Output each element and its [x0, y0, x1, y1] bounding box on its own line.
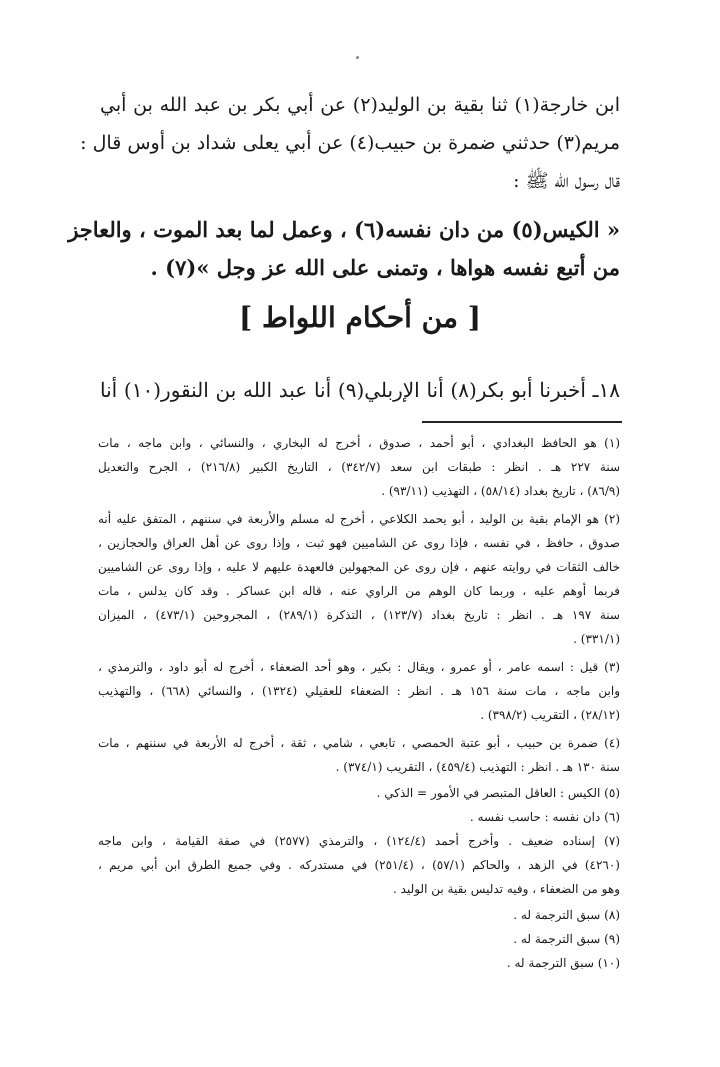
entry-18-line: ١٨ـ أخبرنا أبو بكر(٨) أنا الإربلي(٩) أنا عبد الله بن النقور(١٠) أنا	[100, 378, 621, 402]
narration-line-2: مريم(٣) حدثني ضمرة بن حبيب(٤) عن أبي يعلى شداد بن أوس قال :	[80, 132, 620, 154]
section-heading: [ من أحكام اللواط ]	[239, 301, 481, 334]
footnote-line: فربما أوهم عليه ، وربما كان الوهم من الراوي عنه ، قاله ابن عساكر . وقد كان يدلس ، مات	[98, 584, 620, 598]
footnote-line: (٦) دان نفسه : حاسب نفسه .	[469, 810, 620, 824]
footnote-line: وهو من الضعفاء ، وفيه تدليس بقية بن الوليد .	[393, 882, 620, 896]
footnote-line: (١٠) سبق الترجمة له .	[506, 956, 620, 970]
footnote-line: (٣) قيل : اسمه عامر ، أو عمرو ، ويقال : بكير ، وهو أحد الضعفاء ، أخرج له أبو داود ، والترمذي ،	[98, 660, 620, 674]
footnote-line: (٤) ضمرة بن حبيب ، أبو عتبة الحمصي ، تابعي ، شامي ، ثقة ، أخرج له الأربعة في سننهم ، مات	[98, 736, 620, 750]
footnote-line: (٥) الكيس : العاقل المتبصر في الأمور = الذكي .	[376, 786, 620, 800]
hadith-line-1: « الكيس(٥) من دان نفسه(٦) ، وعمل لما بعد الموت ، والعاجز	[68, 217, 620, 242]
narration-line-1: ابن خارجة(١) ثنا بقية بن الوليد(٢) عن أبي بكر بن عبد الله بن أبي	[100, 94, 621, 116]
footnote-line: (٣٣١/١) .	[573, 632, 620, 646]
print-speck	[356, 56, 359, 59]
footnote-divider	[422, 421, 622, 423]
footnote-line: (٤٢٦٠) في الزهد ، والحاكم (٥٧/١) ، (٢٥١/٤) في مستدركه . وفي جميع الطرق ابن أبي مريم ،	[98, 858, 620, 872]
hadith-line-2: من أتبع نفسه هواها ، وتمنى على الله عز وجل »(٧) .	[150, 255, 620, 280]
footnote-line: (٨) سبق الترجمة له .	[513, 908, 620, 922]
footnote-line: (١) هو الحافظ البغدادي ، أبو أحمد ، صدوق ، أخرج له البخاري ، والنسائي ، وابن ماجه ، مات	[98, 436, 620, 450]
footnote-line: (٧) إسناده ضعيف . وأخرج أحمد (١٢٤/٤) ، والترمذي (٢٥٧٧) في صفة القيامة ، وابن ماجه	[98, 834, 620, 848]
footnote-line: (٨٦/٩) ، تاريخ بغداد (٥٨/١٤) ، التهذيب (٩٣/١١) .	[381, 484, 620, 498]
footnote-line: سنة ١٣٠ هـ . انظر : التهذيب (٤٥٩/٤) ، التقريب (٣٧٤/١) .	[335, 760, 620, 774]
footnote-line: (٢٨/١٢) ، التقريب (٣٩٨/٢) .	[480, 708, 620, 722]
footnote-line: وابن ماجه ، مات سنة ١٥٦ هـ . انظر : الضعفاء للعقيلي (١٣٢٤) ، والنسائي (٦٦٨) ، والتهذيب	[98, 684, 620, 698]
footnote-line: خالف الثقات في روايته عنهم ، فإن روى عن المجهولين فالعهدة عليهم لا عليه ، وإذا روى عن الشاميين	[98, 560, 620, 574]
footnote-line: صدوق ، حافظ ، في نفسه ، فإذا روى عن الشاميين فهو ثبت ، وإذا روى عن أهل العراق والحجازين ،	[98, 536, 620, 550]
footnote-line: سنة ٢٢٧ هـ . انظر : طبقات ابن سعد (٣٤٢/٧) ، التاريخ الكبير (٢١٦/٨) ، الجرح والتعديل	[98, 460, 620, 474]
narration-line-3: قال رسول الله ﷺ :	[513, 170, 620, 192]
footnote-line: سنة ١٩٧ هـ . انظر : تاريخ بغداد (١٢٣/٧) ، التذكرة (٢٨٩/١) ، المجروحين (٤٧٣/١) ، الميزان	[98, 608, 620, 622]
footnote-line: (٢) هو الإمام بقية بن الوليد ، أبو يحمد الكلاعي ، أخرج له مسلم والأربعة في سننهم ، المتفق عليه أنه	[98, 512, 620, 526]
footnote-line: (٩) سبق الترجمة له .	[513, 932, 620, 946]
